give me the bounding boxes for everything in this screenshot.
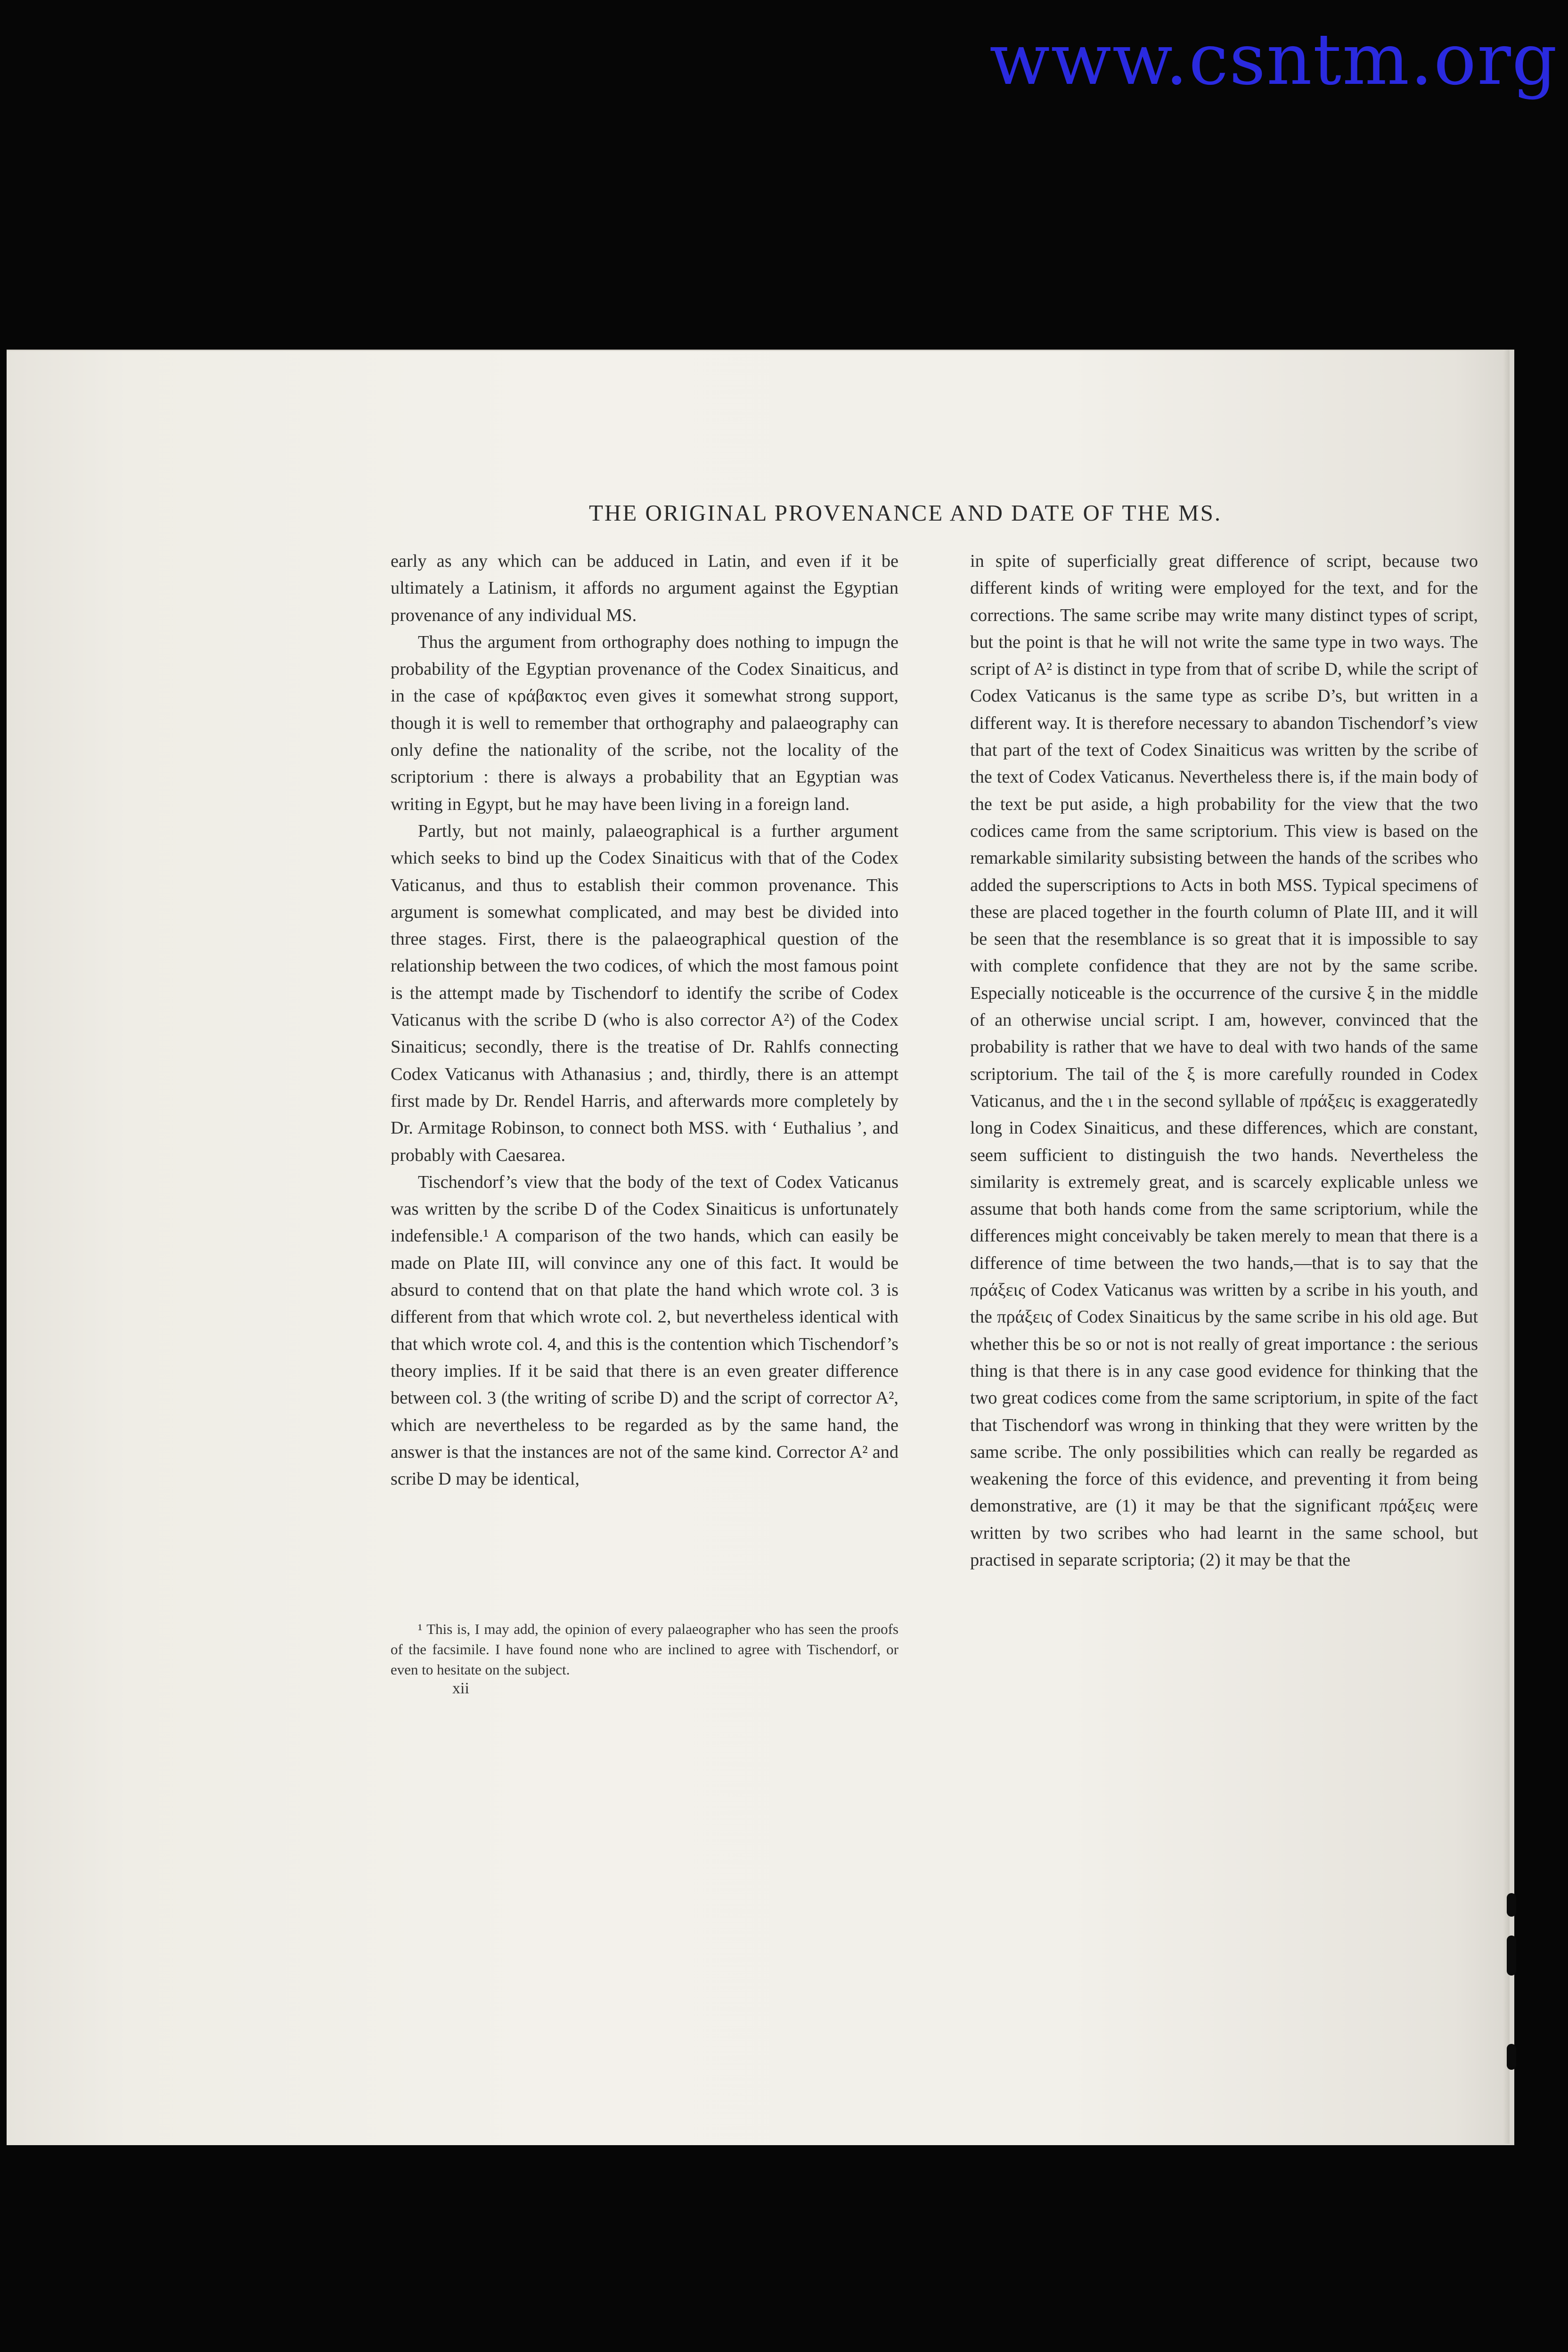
paragraph: Tischendorf’s view that the body of the text of Codex Vaticanus was written by the scribe D of the Codex Sinaiticus is unfortunately indefensible.¹ A comparison of the two hands, which can easily be made on Plate III, will convince any one of this fact. It would be absurd to contend that on that plate the hand which wrote col. 3 is different from that which wrote col. 2, but nevertheless identical with that which wrote col. 4, and this is the contention which Tischendorf’s theory implies. If it be said that there is an even greater difference between col. 3 (the writing of scribe D) and the script of corrector A², which are nevertheless to be regarded as by the same hand, the answer is that the instances are not of the same kind. Corrector A² and scribe D may be identical, (391, 1172, 898, 1489)
footnote: ¹ This is, I may add, the opinion of every palaeographer who has seen the proofs of the facsimile. I have found none who are inclined to agree with Tischendorf, or even to hesitate on the subject. (391, 1621, 898, 1678)
page-edge-nick (1507, 2044, 1516, 2070)
paragraph: Partly, but not mainly, palaeographical is a further argument which seeks to bind up the Codex Sinaiticus with that of the Codex Vaticanus, and thus to establish their common provenance. This argument is somewhat complicated, and may best be divided into three stages. First, there is the palaeographical question of the relationship between the two codices, of which the most famous point is the attempt made by Tischendorf to identify the scribe of Codex Vaticanus with the scribe D (who is also corrector A²) of the Codex Sinaiticus; secondly, there is the treatise of Dr. Rahlfs connecting Codex Vaticanus with Athanasius ; and, thirdly, there is an attempt first made by Dr. Rendel Harris, and afterwards more completely by Dr. Armitage Robinson, to connect both MSS. with ‘ Euthalius ’, and probably with Caesarea. (391, 821, 898, 1165)
paragraph: in spite of superficially great difference of script, because two different kinds of writing were employed for the text, and for the corrections. The same scribe may write many distinct types of script, but the point is that he will not write the same type in two ways. The script of A² is distinct in type from that of scribe D, while the script of Codex Vaticanus is the same type as scribe D’s, but written in a different way. It is therefore necessary to abandon Tischendorf’s view that part of the text of Codex Sinaiticus was written by the scribe of the text of Codex Vaticanus. Nevertheless there is, if the main body of the text be put aside, a high probability for the view that the two codices came from the same scriptorium. This view is based on the remarkable similarity subsisting between the hands of the scribes who added the superscriptions to Acts in both MSS. Typical specimens of these are placed together in the fourth column of Plate III, and it will be seen that the resemblance is so great that it is impossible to say with complete confidence that they are not by the same scribe. Especially noticeable is the occurrence of the cursive ξ in the middle of an otherwise uncial script. I am, however, convinced that the probability is rather that we have to deal with two hands of the same scriptorium. The tail of the ξ is more carefully rounded in Codex Vaticanus, and the ι in the second syllable of πράξεις is exaggeratedly long in Codex Sinaiticus, and these differences, which are constant, seem sufficient to distinguish the two hands. Nevertheless the similarity is extremely great, and is scarcely explicable unless we assume that both hands come from the same scriptorium, while the differences might conceivably be taken merely to mean that there is a difference of time between the two hands,—that is to say that the πράξεις of Codex Vaticanus was written by a scribe in his youth, and the πράξεις of Codex Sinaiticus by the same scribe in his old age. But whether this be so or not is not really of great importance : the serious thing is that there is in any case good evidence for thinking that the two great codices come from the same scriptorium, in spite of the fact that Tischendorf was wrong in thinking that they were written by the same scribe. The only possibilities which can really be regarded as weakening the force of this evidence, and preventing it from being demonstrative, are (1) it may be that the significant πράξεις were written by two scribes who had learnt in the same school, but practised in separate scriptoria; (2) it may be that the (970, 551, 1478, 1570)
right-column (970, 548, 1478, 1574)
running-head: THE ORIGINAL PROVENANCE AND DATE OF THE MS. (589, 500, 1222, 526)
paragraph: Thus the argument from orthography does nothing to impugn the probability of the Egyptian provenance of the Codex Sinaiticus, and in the case of κράβακτος even gives it somewhat strong support, though it is well to remember that orthography and palaeography can only define the nationality of the scribe, not the locality of the scriptorium : there is always a probability that an Egyptian was writing in Egypt, but he may have been living in a foreign land. (391, 632, 898, 814)
page-edge-nick (1507, 1893, 1516, 1917)
site-watermark: www.csntm.org (989, 19, 1558, 101)
left-column (391, 548, 898, 1493)
page-edge (1503, 350, 1510, 2144)
paragraph: early as any which can be adduced in Latin, and even if it be ultimately a Latinism, it affords no argument against the Egyptian provenance of any individual MS. (391, 551, 898, 625)
page-number: xii (452, 1680, 469, 1697)
page-edge-nick (1507, 1936, 1516, 1976)
